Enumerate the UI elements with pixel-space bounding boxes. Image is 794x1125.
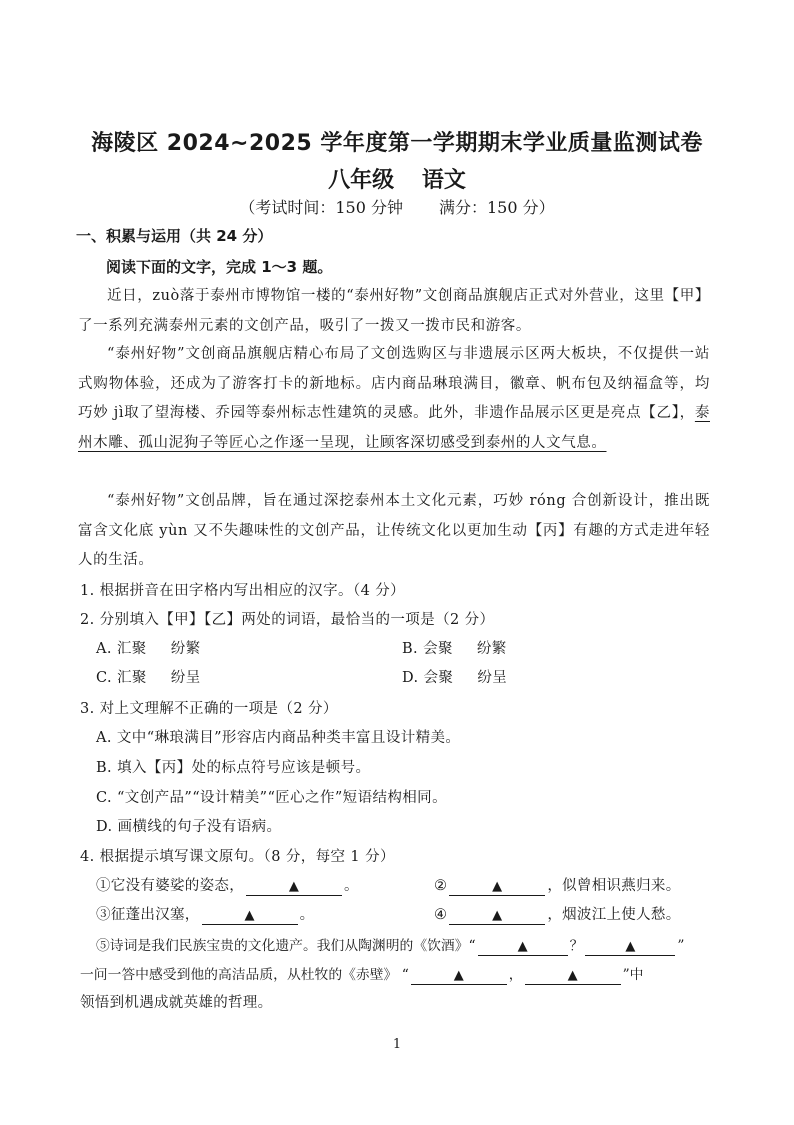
answer-blank[interactable] xyxy=(478,938,568,956)
q3-option-a: A. 文中“琳琅满目”形容店内商品种类丰富且设计精美。 xyxy=(96,730,461,746)
answer-blank[interactable] xyxy=(411,967,507,985)
triangle-icon: ▲ xyxy=(244,908,255,923)
answer-blank[interactable] xyxy=(202,907,298,925)
q4-item-1: ①它没有婆娑的姿态， ▲ 。 xyxy=(96,878,359,894)
question-3: 3. 对上文理解不正确的一项是（2 分） xyxy=(80,701,338,717)
answer-blank[interactable] xyxy=(449,907,545,925)
reading-instruction: 阅读下面的文字，完成 1～3 题。 xyxy=(106,258,333,276)
triangle-icon: ▲ xyxy=(625,939,636,954)
triangle-icon: ▲ xyxy=(517,939,528,954)
question-4: 4. 根据提示填写课文原句。（8 分，每空 1 分） xyxy=(80,849,395,865)
grade-label: 八年级 xyxy=(328,168,395,193)
triangle-icon: ▲ xyxy=(492,879,503,894)
q4-item-2: ② ▲ ，似曾相识燕归来。 xyxy=(434,878,681,894)
q4-item-5-line-1: ⑤诗词是我们民族宝贵的文化遗产。我们从陶渊明的《饮酒》“ ▲ ？ ▲ ” xyxy=(96,938,685,954)
q2-option-b: B. 会聚 纷繁 xyxy=(402,641,507,657)
answer-blank[interactable] xyxy=(246,878,342,896)
triangle-icon: ▲ xyxy=(567,968,578,983)
answer-blank[interactable] xyxy=(525,967,621,985)
q3-option-b: B. 填入【丙】处的标点符号应该是顿号。 xyxy=(96,760,371,776)
answer-blank[interactable] xyxy=(449,878,545,896)
paragraph-2-text: “泰州好物”文创商品旗舰店精心布局了文创选购区与非遗展示区两大板块，不仅提供一站式购物体验，还成为了游客打卡的新地标。店内商品琳琅满目，徽章、帆布包及纳福盒等，均巧妙 jì取了望海楼、乔园等泰州标志性建筑的灵感。此外，非遗作品展示区更是亮点【乙】， xyxy=(78,346,710,421)
q4-item-4: ④ ▲ ，烟波江上使人愁。 xyxy=(434,907,681,923)
page-number: 1 xyxy=(392,1037,402,1052)
passage-paragraph-3: “泰州好物”文创品牌，旨在通过深挖泰州本土文化元素，巧妙 róng 合创新设计，推出既富含文化底 yùn 又不失趣味性的文创产品，让传统文化以更加生动【丙】有趣的方式走进年轻人的生活。 xyxy=(78,493,710,568)
triangle-icon: ▲ xyxy=(453,968,464,983)
q2-option-c: C. 汇聚 纷呈 xyxy=(96,670,201,686)
passage-paragraph-2 xyxy=(78,340,710,458)
grade-subject xyxy=(0,163,794,194)
question-2: 2. 分别填入【甲】【乙】两处的词语，最恰当的一项是（2 分） xyxy=(80,612,495,628)
q3-option-c: C. “文创产品”“设计精美”“匠心之作”短语结构相同。 xyxy=(96,790,447,806)
q3-option-d: D. 画横线的句子没有语病。 xyxy=(96,819,282,835)
score-info: 满分：150 分） xyxy=(439,198,555,217)
q2-option-a: A. 汇聚 纷繁 xyxy=(96,641,201,657)
q2-option-d: D. 会聚 纷呈 xyxy=(402,670,508,686)
answer-blank[interactable] xyxy=(585,938,675,956)
exam-title: 海陵区 2024~2025 学年度第一学期期末学业质量监测试卷 xyxy=(91,131,703,156)
time-info: （考试时间：150 分钟 xyxy=(239,198,403,217)
subject-label: 语文 xyxy=(421,168,466,193)
section-title: 一、积累与运用（共 24 分） xyxy=(76,227,273,245)
q4-item-3: ③征蓬出汉塞， ▲ 。 xyxy=(96,907,315,923)
q4-item-5-line-2: 一问一答中感受到他的高洁品质，从杜牧的《赤壁》 “ ▲ ， ▲ ”中 xyxy=(80,967,644,983)
exam-info xyxy=(0,195,794,218)
underlined-sentence: 泰州木雕、孤山泥狗子等匠心之作逐一呈现，让顾客深切感受到泰州的人文气息。 xyxy=(78,405,710,451)
q4-item-5-line-3: 领悟到机遇成就英雄的哲理。 xyxy=(80,995,273,1011)
passage-paragraph-1: 近日，zuò落于泰州市博物馆一楼的“泰州好物”文创商品旗舰店正式对外营业，这里【甲】了一系列充满泰州元素的文创产品，吸引了一拨又一拨市民和游客。 xyxy=(78,288,710,334)
question-1: 1. 根据拼音在田字格内写出相应的汉字。（4 分） xyxy=(80,583,406,599)
triangle-icon: ▲ xyxy=(288,879,300,894)
triangle-icon: ▲ xyxy=(492,908,503,923)
